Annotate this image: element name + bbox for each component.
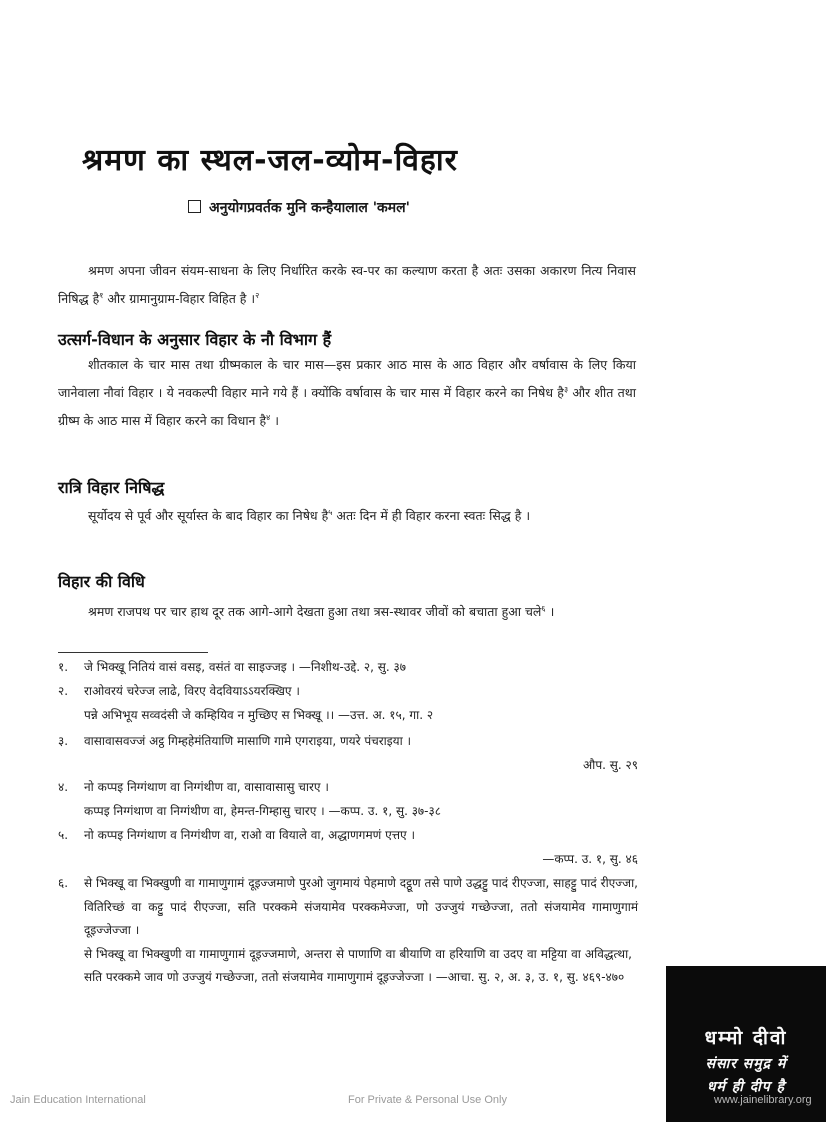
section-heading: रात्रि विहार निषिद्ध	[58, 478, 165, 497]
author-name: अनुयोगप्रवर्तक मुनि कन्हैयालाल 'कमल'	[209, 200, 410, 216]
section-heading: उत्सर्ग-विधान के अनुसार विहार के नौ विभाग हैं	[58, 330, 332, 349]
section-heading: विहार की विधि	[58, 572, 145, 591]
footer-website-link[interactable]: www.jainelibrary.org	[714, 1094, 812, 1106]
footer-publisher: Jain Education International	[10, 1094, 146, 1106]
dharma-deep-emblem: धम्मो दीवो संसार समुद्र में धर्म ही दीप है	[666, 966, 826, 1122]
section-paragraph: श्रमण राजपथ पर चार हाथ दूर तक आगे-आगे देखता हुआ तथा त्रस-स्थावर जीवों को बचाता हुआ चले$^६$ ।	[88, 604, 555, 620]
footer-usage-notice: For Private & Personal Use Only	[348, 1094, 507, 1106]
footnote-separator	[58, 652, 208, 653]
checkbox-square-icon	[188, 200, 201, 213]
footnote-ref[interactable]: २	[255, 291, 260, 300]
footnote-4: ४. नो कप्पइ निग्गंथाण वा निग्गंथीण वा, वासावासासु चारए । कप्पइ निग्गंथाण वा निग्गंथीण वा, हेमन्त-गिम्हासु चारए । —कप्प. उ. १, सु. ३७-३८	[58, 780, 441, 818]
footnote-1: १. जे भिक्खू नितियं वासं वसइ, वसंतं वा साइज्जइ । —निशीथ-उद्दे. २, सु. ३७	[58, 660, 406, 674]
section-paragraph: शीतकाल के चार मास तथा ग्रीष्मकाल के चार मास—इस प्रकार आठ मास के आठ विहार और वर्षावास के लिए किया जानेवाला नौवां विहार । ये नवकल्पी विहार माने गये हैं । क्योंकि वर्षावास के चार मास में विहार करने का निषेध है$^३$ और शीत तथा ग्रीष्म के आठ मास में विहार करने का विधान है$^४$ ।	[58, 357, 636, 429]
intro-paragraph: श्रमण अपना जीवन संयम-साधना के लिए निर्धारित करके स्व-पर का कल्याण करता है अतः उसका अकारण नित्य निवास निषिद्ध है$^१$ और ग्रामानुग्राम-विहार विहित है ।$^२$	[58, 263, 636, 307]
footnote-5: ५. नो कप्पइ निग्गंथाण व निग्गंथीण वा, राओ वा वियाले वा, अद्धाणगमणं एत्तए । —कप्प. उ. १, सु. ४६	[58, 828, 638, 866]
footnote-ref[interactable]: ३	[563, 385, 569, 394]
footnote-ref[interactable]: ४	[266, 413, 271, 423]
footnote-6: ६. से भिक्खू वा भिक्खुणी वा गामाणुगामं दूइज्जमाणे पुरओ जुगमायं पेहमाणे दट्ठूण तसे पाणे उद्धट्टु पादं रीएज्जा, साहट्टु पादं रीएज्जा, वितिरिच्छं वा कट्टु पादं रीएज्जा, सति परक्कमे संजयामेव परक्कमेज्जा, णो उज्जुयं गच्छेज्जा, ततो संजयामेव गामाणुगामं दूइज्जेज्जा । से भिक्खू वा भिक्खुणी वा गामाणुगामं दूइज्जमाणे, अन्तरा से पाणाणि वा बीयाणि वा हरियाणि वा उदए वा मट्टिया वा अविद्धत्था, सति परक्कमे जाव णो उज्जुयं गच्छेज्जा, ततो संजयामेव गामाणुगामं दूइज्जेज्जा । —आचा. सु. २, अ. ३, उ. १, सु. ४६९-४७०	[58, 876, 638, 984]
footnote-2: २. राओवरयं चरेज्ज लाढे, विरए वेदवियाऽऽयरक्खिए । पन्ने अभिभूय सव्वदंसी जे कम्हियिव न मुच्छिए स भिक्खू ।। —उत्त. अ. १५, गा. २	[58, 684, 434, 722]
footnote-3: ३. वासावासवज्जं अट्ठ गिम्हहेमंतियाणि मासाणि गामे एगराइया, णयरे पंचराइया । औप. सु. २९	[58, 734, 638, 772]
footnote-ref[interactable]: ५	[328, 508, 333, 517]
footnote-ref[interactable]: १	[99, 291, 104, 300]
section-paragraph: सूर्योदय से पूर्व और सूर्यास्त के बाद विहार का निषेध है$^५$ अतः दिन में ही विहार करना स्वतः सिद्ध है ।	[88, 508, 531, 524]
footnote-ref[interactable]: ६	[541, 604, 546, 613]
article-title: श्रमण का स्थल-जल-व्योम-विहार	[82, 143, 458, 178]
article-author	[188, 198, 410, 217]
